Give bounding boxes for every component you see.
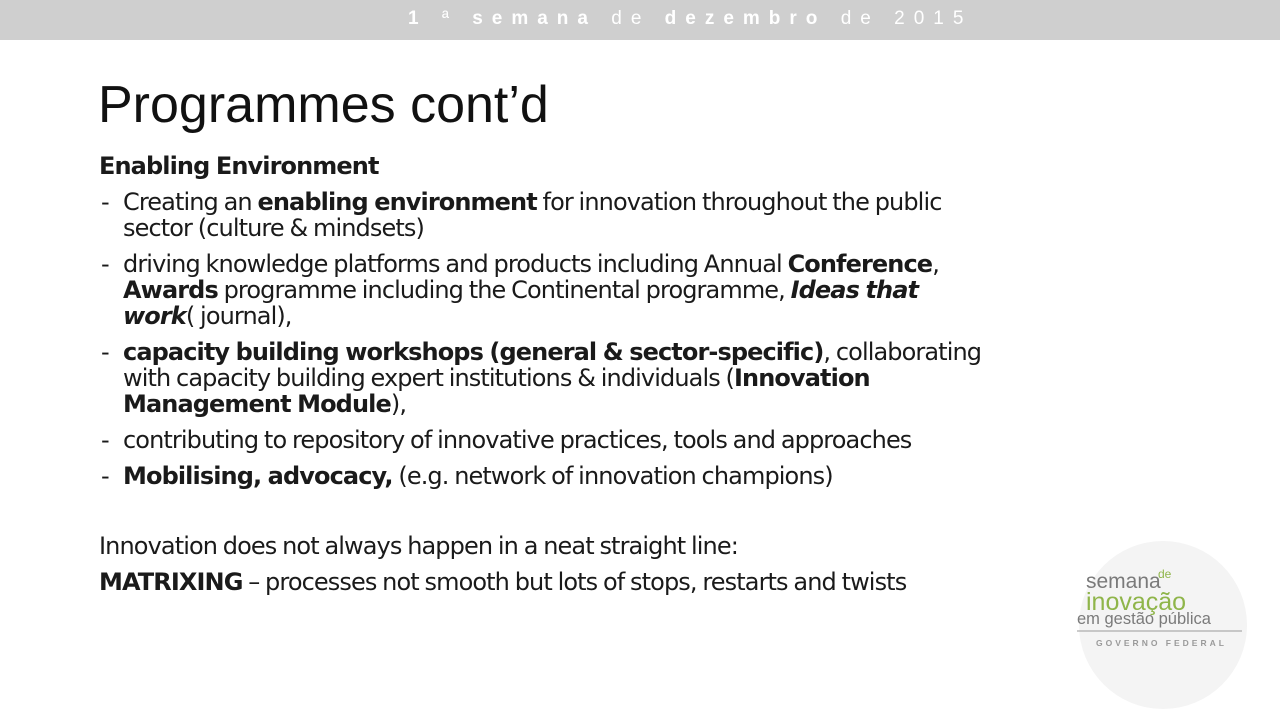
- bullet-line: [123, 463, 1159, 489]
- banner-word: de: [611, 8, 651, 29]
- text-run: ),: [390, 390, 407, 418]
- text-run: , collaborating: [823, 338, 982, 366]
- bullet-item: [99, 339, 1159, 417]
- bullet-line: [123, 427, 1159, 453]
- slide-body: [99, 153, 1159, 605]
- slide-title: Programmes cont’d: [98, 76, 549, 134]
- text-run: driving knowledge platforms and products including Annual: [123, 250, 788, 278]
- bullet-marker: -: [101, 426, 109, 454]
- logo-line-gestao: em gestão pública: [1077, 610, 1211, 628]
- closing-statement: [99, 533, 1159, 559]
- bullet-line: [123, 251, 1159, 277]
- semana-inovacao-logo: [1072, 540, 1254, 710]
- header-bar: [0, 0, 1280, 40]
- bullet-line: [123, 215, 1159, 241]
- bullet-item: [99, 251, 1159, 329]
- text-run: Ideas that: [790, 276, 919, 304]
- banner-word: 2015: [894, 8, 973, 29]
- text-run: Management Module: [123, 390, 391, 418]
- bullet-marker: -: [101, 338, 109, 366]
- bullet-line: [123, 339, 1159, 365]
- text-run: sector (culture & mindsets): [123, 214, 424, 242]
- logo-line-de: de: [1158, 567, 1172, 581]
- bullet-line: [123, 303, 1159, 329]
- text-run: – processes not smooth but lots of stops, restarts and twists: [242, 568, 907, 596]
- bullet-item: [99, 427, 1159, 453]
- bullet-item: [99, 189, 1159, 241]
- text-run: (e.g. network of innovation champions): [392, 462, 833, 490]
- text-run: contributing to repository of innovative practices, tools and approaches: [123, 426, 912, 454]
- text-run: ,: [932, 250, 939, 278]
- bullet-line: [123, 277, 1159, 303]
- bullet-line: [123, 365, 1159, 391]
- text-run: for innovation throughout the public: [536, 188, 942, 216]
- matrixing-statement: [99, 569, 1159, 595]
- bullet-marker: -: [101, 188, 109, 216]
- text-run: Awards: [123, 276, 218, 304]
- section-heading: Enabling Environment: [99, 152, 379, 180]
- text-run: Conference: [787, 250, 933, 278]
- bullet-line: [123, 189, 1159, 215]
- bullet-marker: -: [101, 250, 109, 278]
- text-run: work: [123, 302, 186, 330]
- text-run: enabling environment: [257, 188, 537, 216]
- bullet-list: [99, 189, 1159, 489]
- banner-word: ª: [441, 8, 458, 29]
- text-run: Innovation: [734, 364, 870, 392]
- logo-line-inovacao: inovação: [1086, 588, 1187, 616]
- banner-word: 1: [408, 8, 428, 29]
- banner-word: dezembro: [664, 8, 827, 29]
- logo-line-semana: semana: [1086, 570, 1161, 593]
- bullet-marker: -: [101, 462, 109, 490]
- text-run: Innovation does not always happen in a neat straight line:: [99, 532, 738, 560]
- text-run: Mobilising, advocacy,: [123, 462, 393, 490]
- event-date-banner: [408, 8, 972, 30]
- text-run: programme including the Continental programme,: [217, 276, 791, 304]
- closing-block: [99, 533, 1159, 595]
- text-run: ( journal),: [185, 302, 292, 330]
- bullet-item: [99, 463, 1159, 489]
- banner-word: semana: [472, 8, 597, 29]
- banner-word: de: [840, 8, 880, 29]
- logo-line-governo: GOVERNO FEDERAL: [1096, 638, 1227, 648]
- text-run: capacity building workshops (general & sector-specific): [123, 338, 824, 366]
- text-run: Creating an: [123, 188, 258, 216]
- text-run: MATRIXING: [99, 568, 243, 596]
- text-run: with capacity building expert institutions & individuals (: [123, 364, 735, 392]
- bullet-line: [123, 391, 1159, 417]
